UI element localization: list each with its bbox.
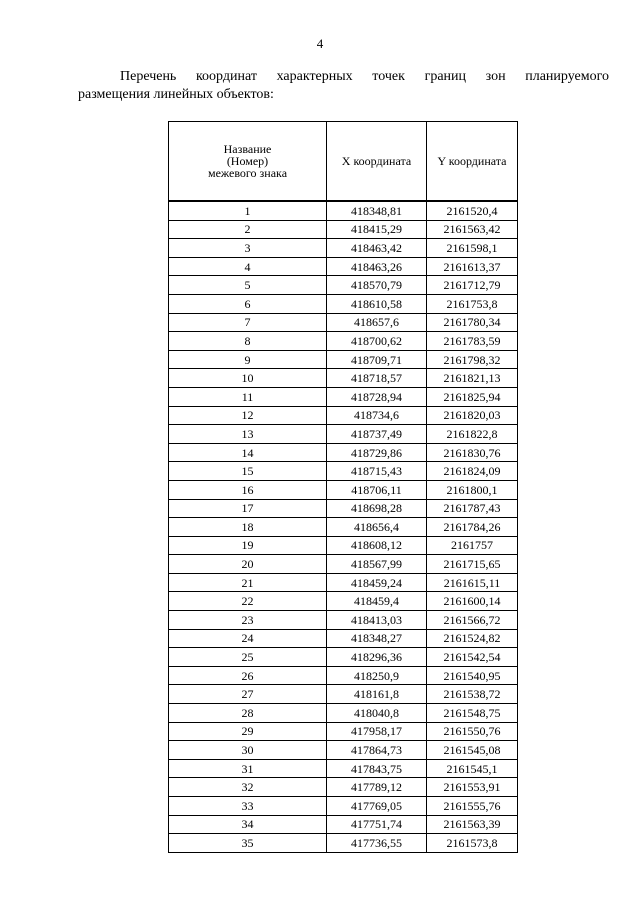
cell-y-coordinate: 2161520,4: [427, 201, 518, 220]
cell-point-number: 29: [169, 722, 327, 741]
cell-point-number: 3: [169, 239, 327, 258]
cell-x-coordinate: 418715,43: [327, 462, 427, 481]
cell-point-number: 11: [169, 387, 327, 406]
cell-point-number: 7: [169, 313, 327, 332]
table-row: [169, 332, 518, 351]
cell-y-coordinate: 2161542,54: [427, 648, 518, 667]
cell-y-coordinate: 2161598,1: [427, 239, 518, 258]
cell-y-coordinate: 2161821,13: [427, 369, 518, 388]
cell-point-number: 4: [169, 257, 327, 276]
cell-y-coordinate: 2161548,75: [427, 704, 518, 723]
header-name-line-2: (Номер): [226, 154, 269, 168]
table-row: [169, 555, 518, 574]
table-row: [169, 257, 518, 276]
cell-point-number: 34: [169, 815, 327, 834]
cell-point-number: 32: [169, 778, 327, 797]
cell-y-coordinate: 2161555,76: [427, 797, 518, 816]
table-row: [169, 220, 518, 239]
cell-y-coordinate: 2161566,72: [427, 611, 518, 630]
cell-x-coordinate: 418463,42: [327, 239, 427, 258]
cell-x-coordinate: 418250,9: [327, 666, 427, 685]
cell-x-coordinate: 418656,4: [327, 518, 427, 537]
cell-point-number: 2: [169, 220, 327, 239]
cell-y-coordinate: 2161524,82: [427, 629, 518, 648]
table-row: [169, 443, 518, 462]
table-row: [169, 425, 518, 444]
table-row: [169, 778, 518, 797]
cell-y-coordinate: 2161822,8: [427, 425, 518, 444]
cell-y-coordinate: 2161573,8: [427, 834, 518, 853]
cell-x-coordinate: 418567,99: [327, 555, 427, 574]
header-y-coordinate: Y координата: [427, 122, 518, 202]
cell-y-coordinate: 2161783,59: [427, 332, 518, 351]
table-row: [169, 313, 518, 332]
cell-point-number: 24: [169, 629, 327, 648]
cell-point-number: 27: [169, 685, 327, 704]
cell-point-number: 26: [169, 666, 327, 685]
cell-x-coordinate: 418463,26: [327, 257, 427, 276]
header-name-line-3: межевого знака: [207, 166, 288, 180]
cell-y-coordinate: 2161780,34: [427, 313, 518, 332]
cell-x-coordinate: 418728,94: [327, 387, 427, 406]
table-row: [169, 369, 518, 388]
cell-y-coordinate: 2161545,08: [427, 741, 518, 760]
cell-point-number: 35: [169, 834, 327, 853]
table-row: [169, 350, 518, 369]
table-row: [169, 387, 518, 406]
cell-x-coordinate: 417843,75: [327, 759, 427, 778]
table-row: [169, 648, 518, 667]
table-row: [169, 276, 518, 295]
table-row: [169, 629, 518, 648]
cell-y-coordinate: 2161784,26: [427, 518, 518, 537]
cell-y-coordinate: 2161540,95: [427, 666, 518, 685]
cell-x-coordinate: 418729,86: [327, 443, 427, 462]
cell-point-number: 33: [169, 797, 327, 816]
cell-x-coordinate: 418459,24: [327, 573, 427, 592]
cell-point-number: 10: [169, 369, 327, 388]
cell-x-coordinate: 418700,62: [327, 332, 427, 351]
cell-point-number: 12: [169, 406, 327, 425]
cell-y-coordinate: 2161563,39: [427, 815, 518, 834]
cell-y-coordinate: 2161615,11: [427, 573, 518, 592]
cell-x-coordinate: 418737,49: [327, 425, 427, 444]
cell-x-coordinate: 417751,74: [327, 815, 427, 834]
cell-x-coordinate: 417864,73: [327, 741, 427, 760]
cell-y-coordinate: 2161613,37: [427, 257, 518, 276]
cell-y-coordinate: 2161824,09: [427, 462, 518, 481]
cell-y-coordinate: 2161757: [427, 536, 518, 555]
cell-point-number: 18: [169, 518, 327, 537]
table-row: [169, 462, 518, 481]
caption-line-2: размещения линейных объектов:: [78, 87, 274, 102]
table-row: [169, 536, 518, 555]
cell-point-number: 19: [169, 536, 327, 555]
table-row: [169, 704, 518, 723]
cell-y-coordinate: 2161825,94: [427, 387, 518, 406]
table-row: [169, 406, 518, 425]
header-x-coordinate: X координата: [327, 122, 427, 202]
header-name-line-1: Название: [223, 142, 272, 156]
table-row: [169, 834, 518, 853]
table-row: [169, 480, 518, 499]
cell-x-coordinate: 418698,28: [327, 499, 427, 518]
table-row: [169, 759, 518, 778]
cell-point-number: 17: [169, 499, 327, 518]
cell-x-coordinate: 418296,36: [327, 648, 427, 667]
cell-y-coordinate: 2161787,43: [427, 499, 518, 518]
cell-x-coordinate: 418459,4: [327, 592, 427, 611]
table-row: [169, 573, 518, 592]
cell-point-number: 21: [169, 573, 327, 592]
cell-y-coordinate: 2161545,1: [427, 759, 518, 778]
table-row: [169, 518, 518, 537]
cell-point-number: 9: [169, 350, 327, 369]
table-row: [169, 741, 518, 760]
cell-x-coordinate: 418348,27: [327, 629, 427, 648]
cell-point-number: 22: [169, 592, 327, 611]
cell-y-coordinate: 2161830,76: [427, 443, 518, 462]
header-point-name: [169, 122, 327, 202]
cell-x-coordinate: 418161,8: [327, 685, 427, 704]
cell-x-coordinate: 418709,71: [327, 350, 427, 369]
cell-x-coordinate: 418718,57: [327, 369, 427, 388]
table-row: [169, 722, 518, 741]
cell-x-coordinate: 417736,55: [327, 834, 427, 853]
cell-point-number: 31: [169, 759, 327, 778]
cell-point-number: 20: [169, 555, 327, 574]
coordinates-table: [168, 121, 518, 853]
table-caption: [78, 68, 609, 104]
cell-point-number: 28: [169, 704, 327, 723]
cell-x-coordinate: 418570,79: [327, 276, 427, 295]
caption-line-1: Перечень координат характерных точек границ зон планируемого: [120, 69, 609, 84]
cell-point-number: 25: [169, 648, 327, 667]
cell-point-number: 6: [169, 294, 327, 313]
cell-x-coordinate: 418610,58: [327, 294, 427, 313]
cell-point-number: 14: [169, 443, 327, 462]
cell-x-coordinate: 418734,6: [327, 406, 427, 425]
cell-point-number: 8: [169, 332, 327, 351]
cell-x-coordinate: 418415,29: [327, 220, 427, 239]
table-row: [169, 797, 518, 816]
table-row: [169, 499, 518, 518]
cell-x-coordinate: 418608,12: [327, 536, 427, 555]
cell-y-coordinate: 2161820,03: [427, 406, 518, 425]
cell-y-coordinate: 2161553,91: [427, 778, 518, 797]
cell-x-coordinate: 418348,81: [327, 201, 427, 220]
cell-y-coordinate: 2161798,32: [427, 350, 518, 369]
cell-x-coordinate: 417958,17: [327, 722, 427, 741]
cell-point-number: 15: [169, 462, 327, 481]
table-row: [169, 685, 518, 704]
table-row: [169, 666, 518, 685]
cell-y-coordinate: 2161753,8: [427, 294, 518, 313]
table-row: [169, 815, 518, 834]
table-header-row: [169, 122, 518, 202]
cell-y-coordinate: 2161563,42: [427, 220, 518, 239]
cell-y-coordinate: 2161600,14: [427, 592, 518, 611]
table-row: [169, 611, 518, 630]
cell-point-number: 23: [169, 611, 327, 630]
cell-x-coordinate: 418706,11: [327, 480, 427, 499]
cell-point-number: 1: [169, 201, 327, 220]
cell-point-number: 16: [169, 480, 327, 499]
table-row: [169, 592, 518, 611]
table-row: [169, 201, 518, 220]
cell-y-coordinate: 2161538,72: [427, 685, 518, 704]
table-row: [169, 239, 518, 258]
cell-x-coordinate: 417789,12: [327, 778, 427, 797]
cell-x-coordinate: 417769,05: [327, 797, 427, 816]
cell-y-coordinate: 2161800,1: [427, 480, 518, 499]
cell-x-coordinate: 418040,8: [327, 704, 427, 723]
cell-point-number: 5: [169, 276, 327, 295]
cell-y-coordinate: 2161715,65: [427, 555, 518, 574]
table-row: [169, 294, 518, 313]
page-number: 4: [316, 36, 324, 51]
cell-y-coordinate: 2161712,79: [427, 276, 518, 295]
cell-point-number: 30: [169, 741, 327, 760]
cell-x-coordinate: 418413,03: [327, 611, 427, 630]
cell-point-number: 13: [169, 425, 327, 444]
cell-x-coordinate: 418657,6: [327, 313, 427, 332]
cell-y-coordinate: 2161550,76: [427, 722, 518, 741]
